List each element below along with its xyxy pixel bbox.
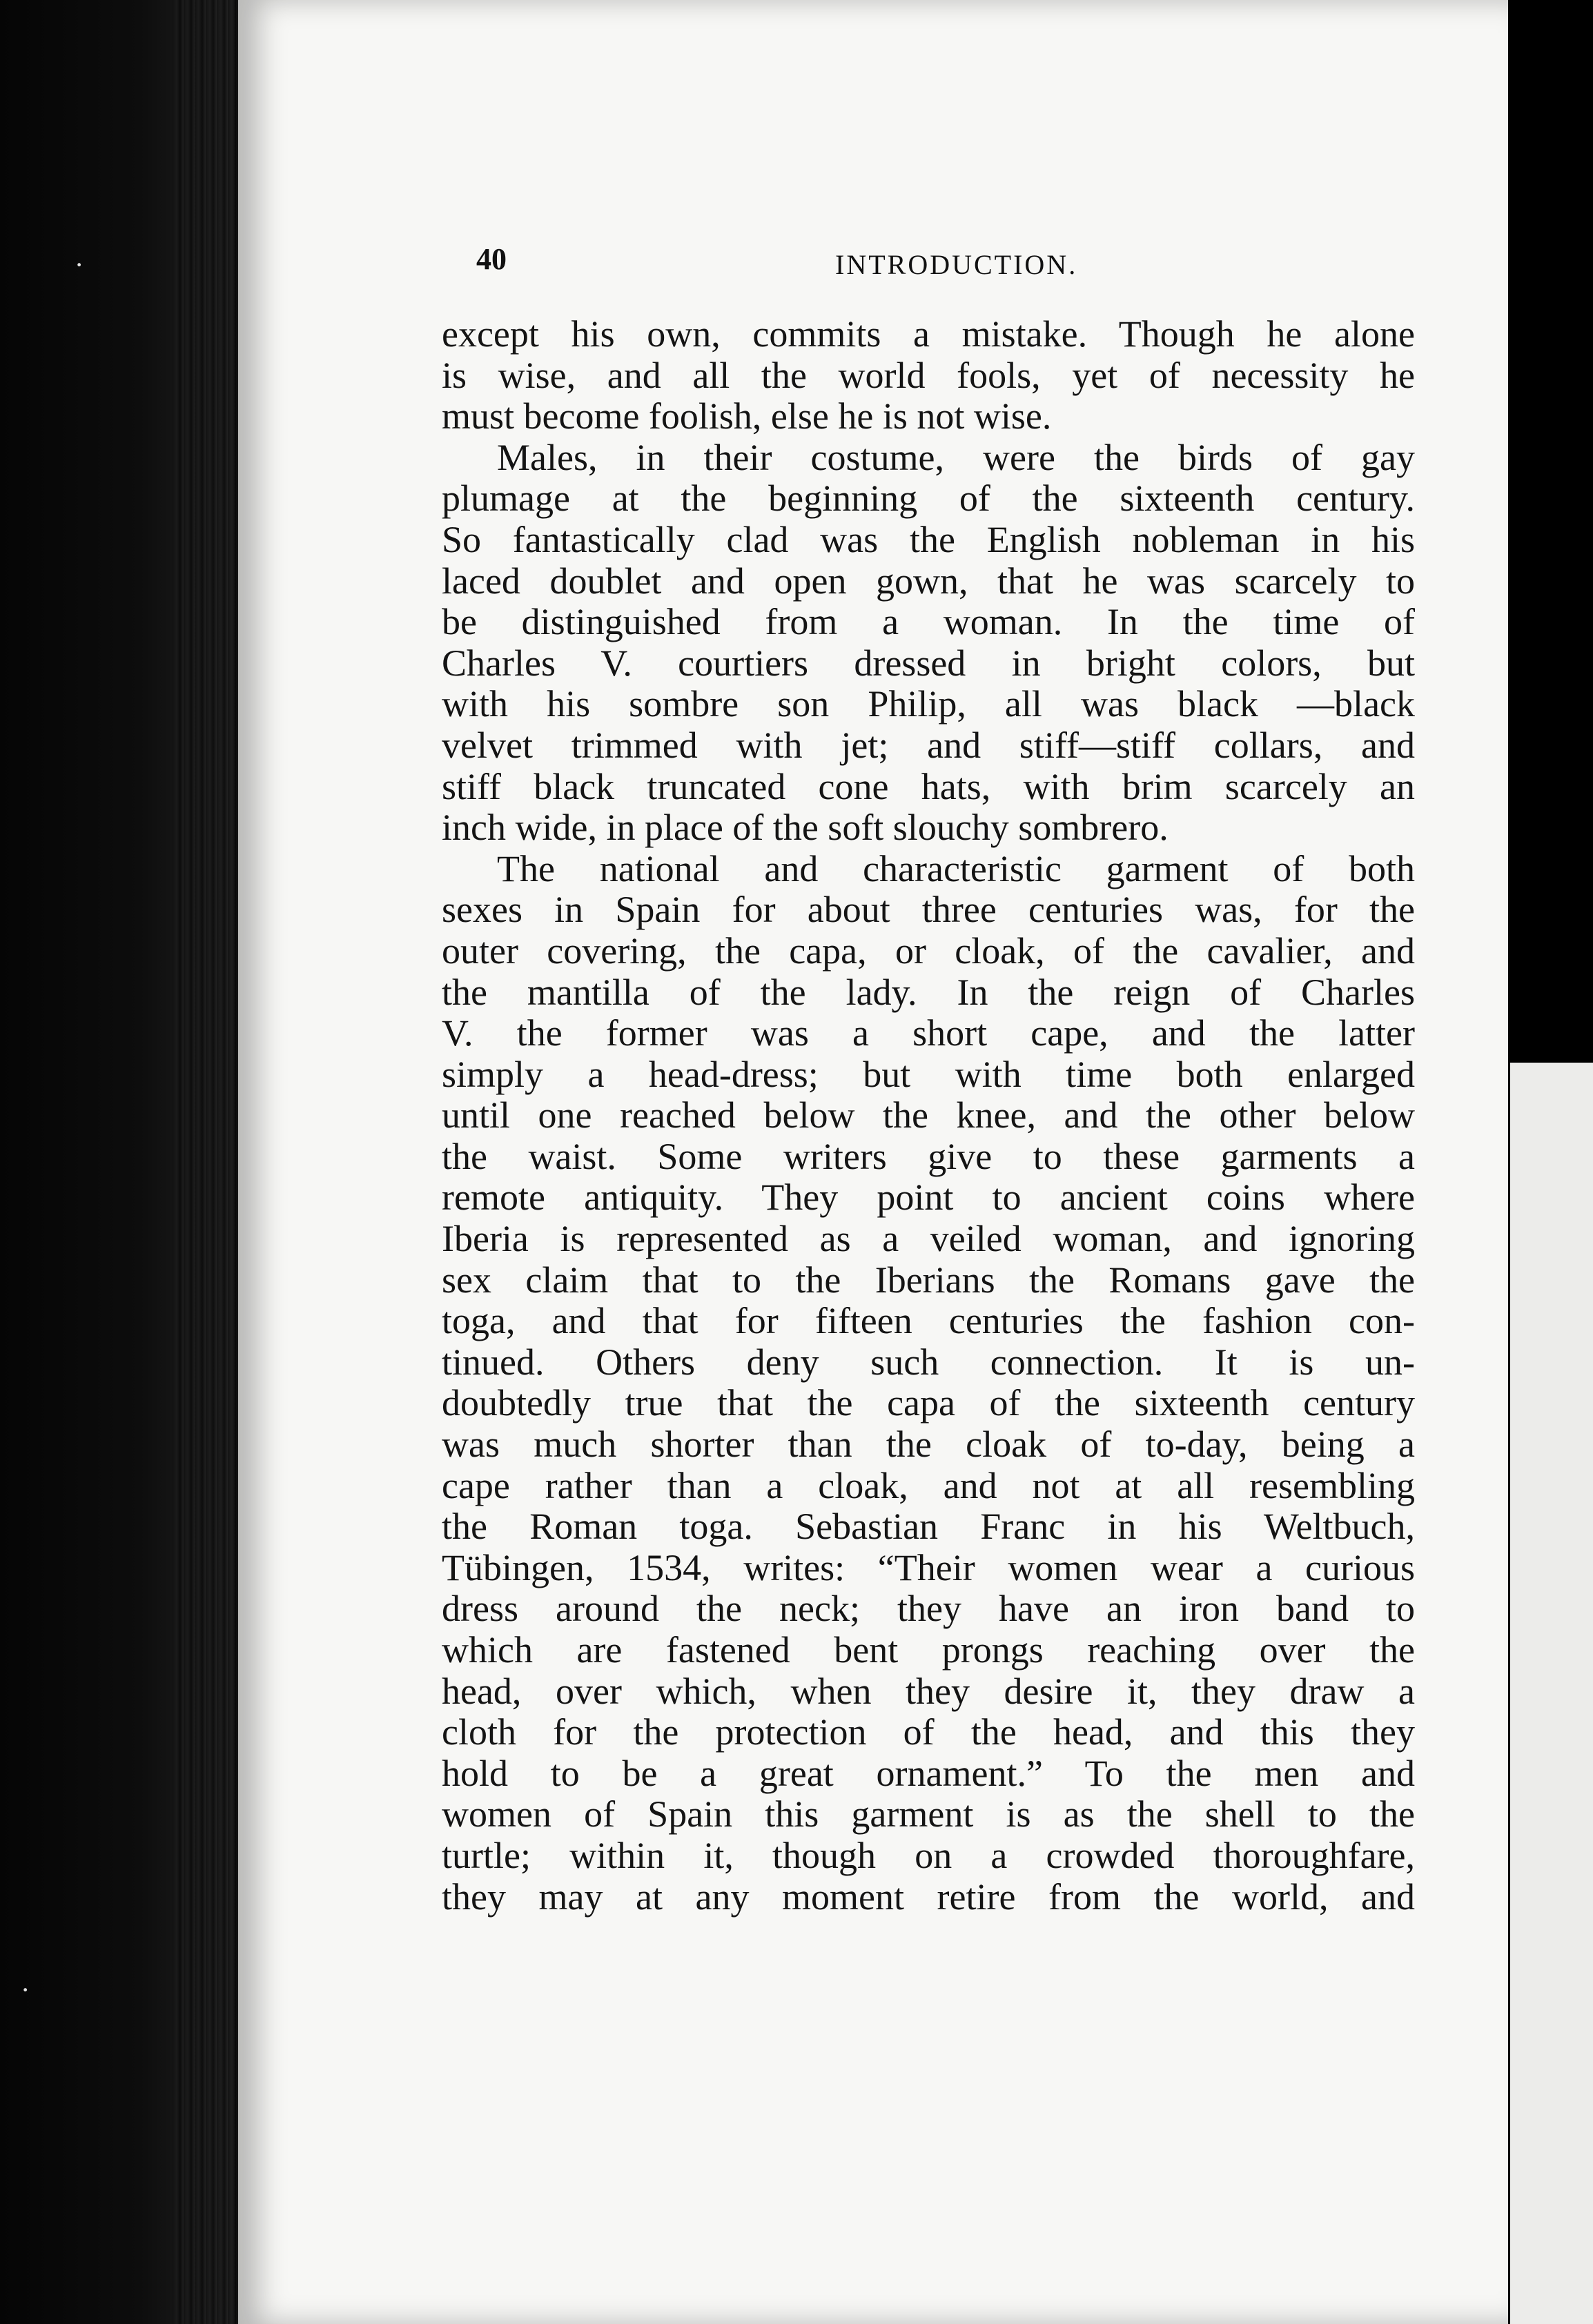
text-line: the mantilla of the lady. In the reign of Charles [442, 971, 1415, 1013]
text-line: with his sombre son Philip, all was black —black [442, 683, 1415, 725]
text-line: hold to be a great ornament.” To the men and [442, 1752, 1415, 1794]
edge-speck: · [75, 249, 84, 280]
text-line: velvet trimmed with jet; and stiff—stiff collars, and [442, 724, 1415, 766]
text-line: head, over which, when they desire it, they draw a [442, 1670, 1415, 1712]
text-line: laced doublet and open gown, that he was scarcely to [442, 560, 1415, 602]
text-line: Charles V. courtiers dressed in bright colors, but [442, 642, 1415, 684]
text-line: women of Spain this garment is as the shell to the [442, 1793, 1415, 1835]
text-line: which are fastened bent prongs reaching over the [442, 1629, 1415, 1671]
text-line: toga, and that for fifteen centuries the fashion con- [442, 1300, 1415, 1342]
text-line: Tübingen, 1534, writes: “Their women wear a curious [442, 1546, 1415, 1588]
text-line: V. the former was a short cape, and the latter [442, 1012, 1415, 1054]
text-line: inch wide, in place of the soft slouchy sombrero. [442, 807, 1169, 849]
page-number: 40 [476, 242, 507, 276]
text-line: The national and characteristic garment of both [497, 847, 1415, 889]
book-page-edges [173, 0, 238, 2324]
text-line: sexes in Spain for about three centuries was, for the [442, 889, 1415, 931]
text-line: except his own, commits a mistake. Though he alone [442, 313, 1415, 355]
text-line: be distinguished from a woman. In the time of [442, 601, 1415, 643]
text-line: the Roman toga. Sebastian Franc in his Weltbuch, [442, 1506, 1415, 1548]
text-line: the waist. Some writers give to these garments a [442, 1135, 1415, 1177]
text-line: stiff black truncated cone hats, with brim scarcely an [442, 765, 1415, 807]
text-line: cloth for the protection of the head, and this they [442, 1711, 1415, 1753]
text-line: cape rather than a cloak, and not at all resembling [442, 1464, 1415, 1506]
text-line: Iberia is represented as a veiled woman, and ignoring [442, 1218, 1415, 1260]
edge-speck: · [21, 1974, 30, 2005]
text-line: tinued. Others deny such connection. It is un- [442, 1341, 1415, 1383]
text-line: turtle; within it, though on a crowded thoroughfare, [442, 1834, 1415, 1876]
running-head: INTRODUCTION. [835, 249, 1078, 280]
text-line: Males, in their costume, were the birds of gay [497, 436, 1415, 478]
text-line: sex claim that to the Iberians the Romans gave the [442, 1259, 1415, 1301]
text-line: doubtedly true that the capa of the sixteenth century [442, 1382, 1415, 1424]
text-line: dress around the neck; they have an iron band to [442, 1588, 1415, 1630]
text-line: they may at any moment retire from the world, and [442, 1875, 1415, 1918]
text-line: remote antiquity. They point to ancient coins where [442, 1176, 1415, 1219]
text-line: plumage at the beginning of the sixteenth century. [442, 477, 1415, 520]
text-line: until one reached below the knee, and the other below [442, 1094, 1415, 1136]
text-line: is wise, and all the world fools, yet of necessity he [442, 354, 1415, 396]
text-line: simply a head-dress; but with time both enlarged [442, 1053, 1415, 1095]
text-line: outer covering, the capa, or cloak, of the cavalier, and [442, 929, 1415, 972]
text-line: must become foolish, else he is not wise. [442, 395, 1052, 437]
body-text [442, 314, 1415, 1918]
facing-page-sliver [1510, 1063, 1593, 2324]
text-line: was much shorter than the cloak of to-day, being a [442, 1424, 1415, 1466]
text-line: So fantastically clad was the English nobleman in his [442, 518, 1415, 560]
